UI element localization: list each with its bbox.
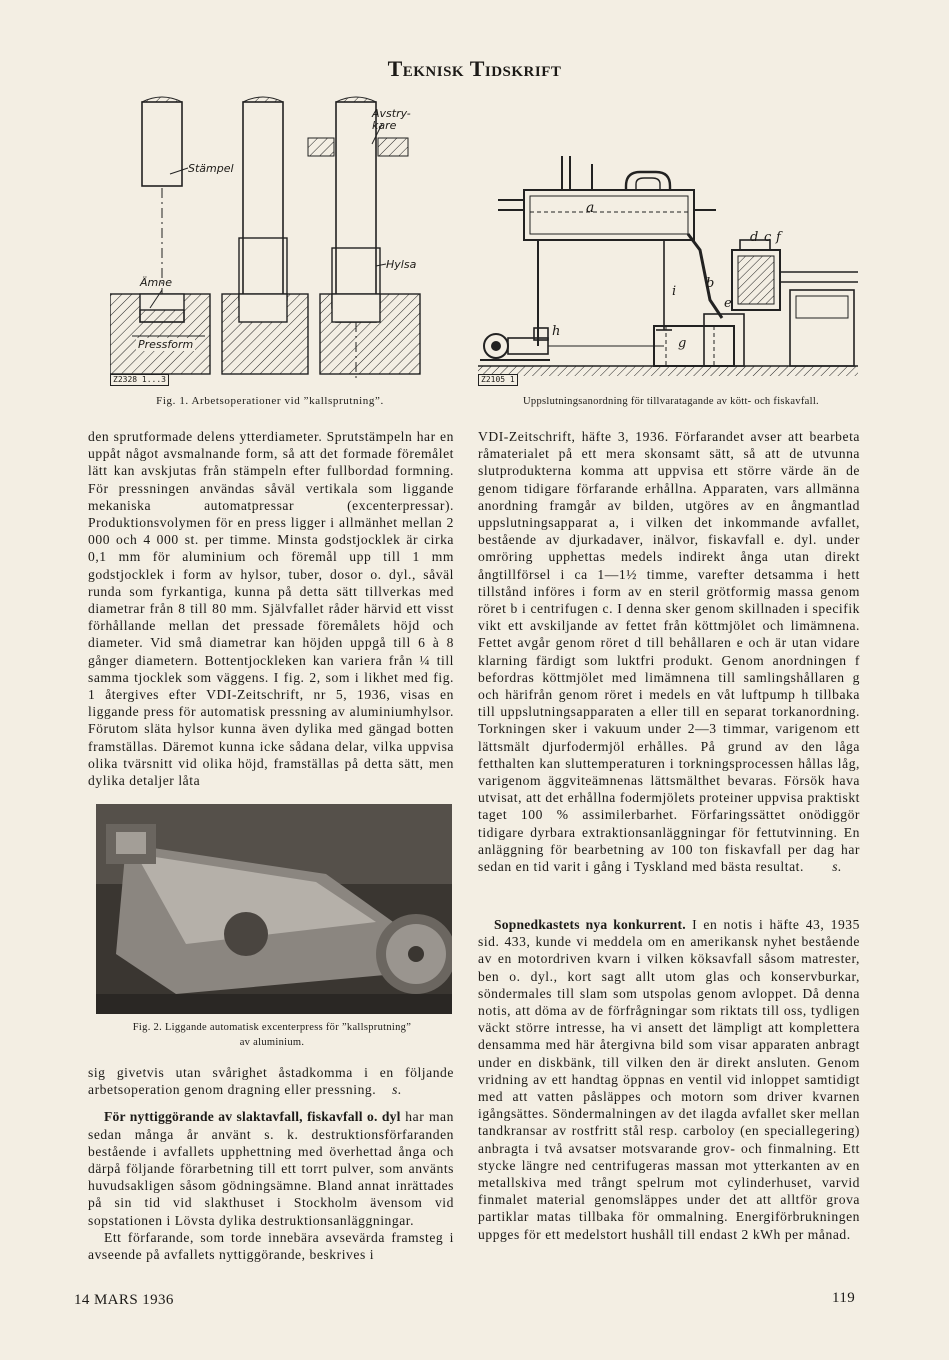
fig2-caption [86, 1020, 458, 1050]
plant-label-a: a [586, 200, 595, 216]
plant-label-b: b [706, 276, 715, 291]
fig1-caption: Fig. 1. Arbetsoperationer vid ”kallsprutning”. [156, 395, 384, 407]
plant-label-f: f [776, 230, 781, 245]
figure-1-diagram [110, 88, 430, 384]
left-column-text-2 [88, 1064, 454, 1263]
figure-2-photo [96, 804, 452, 1014]
paragraph-vdi: VDI-Zeitschrift, häfte 3, 1936. Förfarandet avser att bearbeta råmaterialet på ett mera skonsamt sätt, så att de utvunna slutprodukterna komma att uppvisa ett större värde än de genom tidigare förfarande erhållna. Apparaten, vars allmänna anordning framgår av bilden, utgöres av en ångmantlad uppslutningsapparat a, i vilken det inkommande avfallet, bestående av djurkadaver, inälvor, fiskavfall e. dyl. under omröring upphettas medels indirekt ånga utan direkt ångtillförsel i ca 1—1½ timme, varefter detsamma i hett tillstånd införes i form av en steril grötformig massa genom röret b i centrifugen c. I denna sker genom skillnaden i specifik vikt ett avskiljande av fettet från köttmjölet och limämnena. Fettet avgår genom röret d till behållaren e och är utan vidare klarning färdigt som luktfri produkt. Genom anordningen f befordras köttmjölet med limämnena till samlingshållaren g och härifrån genom röret i medels en våt luftpump h tillbaka till uppslutningsapparaten a eller till en separat torkanordning. Torkningen sker i vakuum under 2—3 timmar, varigenom ett lättsmält djurfodermjöl erhålles. På grund av den låga fetthalten kan sluttemperaturen i torkningsprocessen hållas låg, varigenom äggviteämnenas lättsmälthet bevaras. Försök hava utvisat, att det erhållna fodermjölets proteiner uppvisa praktiskt taget 100 % assimilerbarhet. Förfaringssättet onödiggör tidigare dyrbara extraktionsanläggningar för fettutvinning. En anläggning för bearbetning av 100 ton fiskavfall per dag har sedan en tid varit i gång i Tyskland med bästa resultat. s. [478, 429, 860, 875]
footer-date: 14 MARS 1936 [74, 1292, 174, 1308]
punch-2 [243, 102, 283, 298]
punch-3 [336, 102, 376, 322]
section-heading-disposer: Sopnedkastets nya konkurrent. [494, 917, 686, 932]
plant-label-d: d [750, 230, 759, 245]
label-amne: Ämne [140, 276, 172, 289]
figure-plant-diagram [478, 150, 858, 384]
plant-label-h: h [552, 324, 561, 339]
label-avstrykare: Avstry- kare [372, 107, 411, 132]
label-pressform: Pressform [138, 338, 194, 351]
plant-tag: Z2105 1 [478, 374, 518, 386]
left-column-text [88, 428, 454, 789]
blank [140, 310, 184, 322]
fig1-tag: Z2328 1...3 [110, 374, 169, 386]
press-photo [96, 804, 452, 1014]
paragraph-progress: Ett förfarande, som torde innebära avsevärda framsteg i avseende på avfallets nyttiggörande, beskrives i [88, 1229, 454, 1263]
plant-label-i: i [672, 284, 677, 299]
page-number: 119 [832, 1290, 856, 1306]
paragraph-disposer: Sopnedkastets nya konkurrent. I en notis i häfte 43, 1935 sid. 433, kunde vi meddela om en amerikansk nyhet bestående av en motordriven kvarn i vilken köksavfall såsom matrester, ben o. dyl., kort sagt allt utom glas och konservburkar, söndermales till slam som utspolas genom avloppet. Då denna notis, att döma av de förfrågningar som riktats till oss, tydligen väckt större intresse, ha vi ansett det lämpligt att komplettera densamma med här återgivna bild som visar apparaten anbragt under en diskbänk, till vilken den är direkt ansluten. Genom vridning av ett handtag öppnas en ventil vid inloppet samtidigt med att vatten påsläppes och motorn som driver kvarnen igångsättes. Söndermalningen av det ilagda avfallet sker mellan tandkransar av rostfritt stål resp. carboloy (en speciallegering) anbragta i två avsatser motsvarande grov- och finmalning. Ett stycke längre ned centrifugeras massan mot ytterkanten av en metallskiva med trångt spelrum mot cylinderhuset, varvid finmalet material genomsläppes under det att alltför grova partiklar matas tillbaka för ommalning. Energiförbrukningen uppges för ett medelstort hushåll till endast 2 kWh per månad. [478, 917, 860, 1242]
right-column-text [478, 428, 860, 875]
paragraph-extrusion: den sprutformade delens ytterdiameter. Sprutstämpeln har en uppåt något avsmalnande form, så att det formade föremålet lätt kan avskjutas från stämpeln efter fullbordad formning. För pressningen användas såväl vertikala som liggande mekaniska automatpressar (excenterpressar). Produktionsvolymen för en press ligger i allmänhet mellan 2 000 och 4 000 st. per timme. Minsta godstjocklek är cirka 0,1 mm för aluminium och föremål upp till 1 mm godstjocklek i form av hylsor, tuber, dosor o. dyl., såväl runda som fyrkantiga, kunna på detta sätt tillverkas med diametrar från 8 till 80 mm. Självfallet råder härvid ett visst förhållande mellan det pressade föremålets höjd och diameter. Vid små diametrar kan höjden uppgå till 6 à 8 gånger diametern. Bottentjockleken kan variera från ¼ till samma tjocklek som väggens. I fig. 2, som i likhet med fig. 1 återgives efter VDI-Zeitschrift, nr 5, 1936, visas en liggande press för automatisk pressning av aluminiumhylsor. Förutom släta hylsor kunna även dylika med gängad botten framställas. Däremot kunna icke sådana delar, vilka uppvisa olika tvärsnitt vid olika höjd, framställas på detta sätt, men dylika detaljer låta [88, 429, 454, 789]
label-hylsa: Hylsa [386, 258, 417, 271]
punch-1 [142, 102, 182, 186]
paragraph-slaughter-waste: För nyttiggörande av slaktavfall, fiskavfall o. dyl har man sedan många år använt s. k. destruktionsförfaranden bestående i avfallets upphettning med överhettad ånga och därpå följande förarbetning till ett torrt pulver, som använts huvudsakligen såsom gödningsämne. Bland annat inrättades på sin tid vid slakthuset i Stockholm ävensom vid sopstationen i Lövsta dylika destruktionsanläggningar. [88, 1109, 454, 1228]
right-column-text-2 [478, 916, 860, 1243]
plant-diagram [478, 150, 858, 384]
paragraph-continuation: sig givetvis utan svårighet åstadkomma i en följande arbetsoperation genom dragning eller pressning. s. [88, 1065, 454, 1098]
signature: s. [392, 1082, 402, 1098]
masthead: Teknisk Tidskrift [387, 56, 562, 81]
fig2-caption-line2: av aluminium. [239, 1037, 305, 1048]
fig2-caption-line1: Fig. 2. Liggande automatisk excenterpress för ”kallsprutning” [132, 1022, 412, 1033]
plant-label-e: e [724, 296, 732, 311]
plant-label-c: c [764, 230, 772, 245]
signature-right: s. [832, 859, 842, 875]
plant-caption: Uppslutningsanordning för tillvaratagande av kött- och fiskavfall. [523, 396, 819, 407]
section-heading-waste: För nyttiggörande av slaktavfall, fiskavfall o. dyl [104, 1109, 401, 1125]
plant-label-g: g [678, 336, 687, 351]
label-stampel: Stämpel [188, 162, 234, 175]
